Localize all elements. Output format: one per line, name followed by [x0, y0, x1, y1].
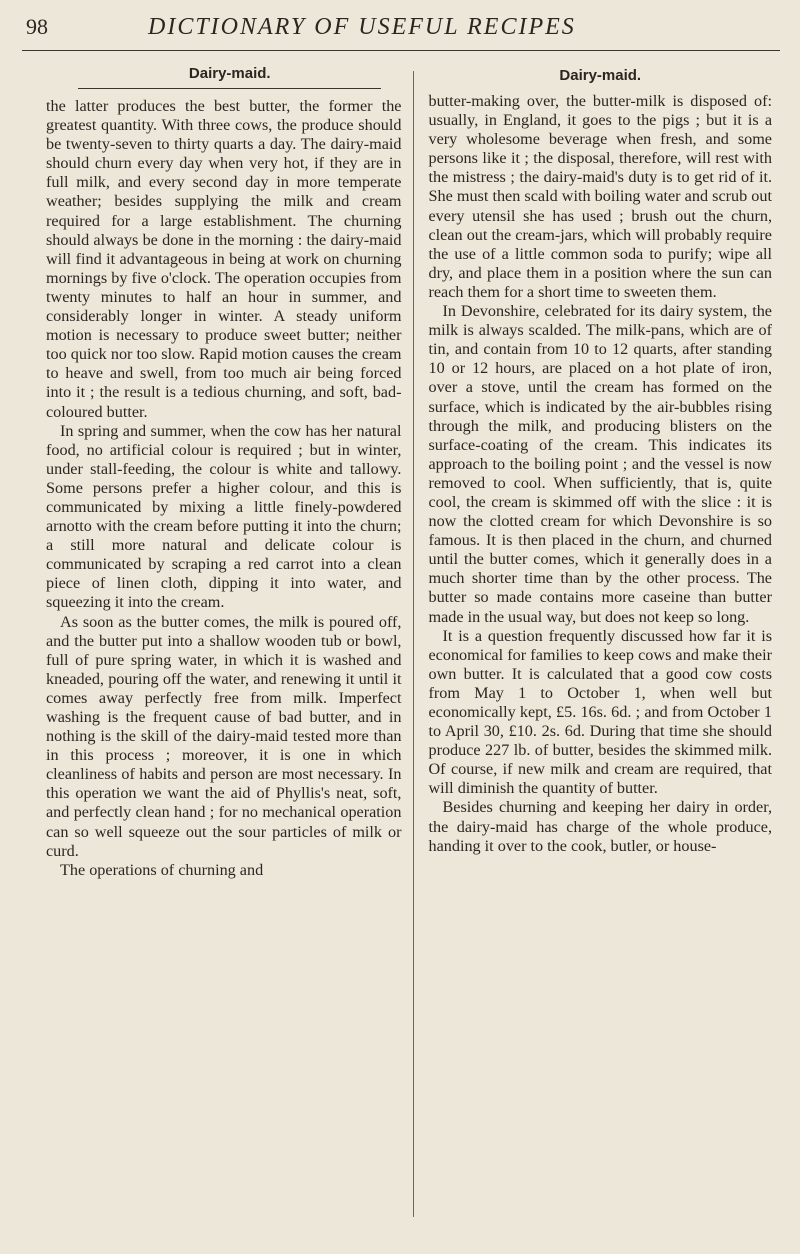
text-columns — [22, 65, 780, 1217]
running-title: DICTIONARY OF USEFUL RECIPES — [148, 14, 576, 40]
paragraph: Besides churning and keeping her dairy in order, the dairy-maid has charge of the whole produce, handing it over to the cook, butler, or house- — [428, 798, 772, 855]
page-number: 98 — [26, 14, 48, 39]
paragraph: In Devonshire, celebrated for its dairy system, the milk is always scalded. The milk-pans, which are of tin, and contain from 10 to 12 quarts, after standing 10 or 12 hours, are placed on a hot plate of iron, over a stove, until the cream has formed on the surface, which is indicated by the air-bubbles rising through the milk, and producing blisters on the surface-coating of the cream. This indicates its approach to the boiling point ; and the vessel is now removed to cool. When sufficiently, that is, quite cool, the cream is skimmed off with the slice : it is now the clotted cream for which Devonshire is so famous. It is then placed in the churn, and churned until the butter comes, which it generally does in a much shorter time than by the other process. The butter so made contains more caseine than butter made in the usual way, but does not keep so long. — [428, 302, 772, 626]
page-header — [22, 14, 780, 51]
paragraph: butter-making over, the butter-milk is disposed of: usually, in England, it goes to the pigs ; but it is a very wholesome beverage when fresh, and some persons like it ; the disposal, therefore, will rest with the mistress ; the dairy-maid's duty is to get rid of it. She must then scald with boiling water and scrub out every utensil she has used ; brush out the churn, clean out the cream-jars, which will probably require the use of a little common soda to purify; wipe all dry, and place them in a position where the sun can reach them for a short time to sweeten them. — [428, 92, 772, 301]
paragraph: As soon as the butter comes, the milk is poured off, and the butter put into a shallow wooden tub or bowl, full of pure spring water, in which it is washed and kneaded, pouring off the water, and renewing it until it comes away perfectly free from milk. Imperfect washing is the frequent cause of bad butter, and in nothing is the skill of the dairy-maid tested more than in this process ; moreover, it is one in which cleanliness of habits and person are most necessary. In this operation we want the aid of Phyllis's neat, soft, and perfectly clean hand ; for no mechanical operation can so well squeeze out the sour particles of milk or curd. — [46, 612, 402, 860]
paragraph: It is a question frequently discussed how far it is economical for families to keep cows and make their own butter. It is calculated that a good cow costs from May 1 to October 1, when well but economically kept, £5. 16s. 6d. ; and from October 1 to April 30, £10. 2s. 6d. During that time she should produce 227 lb. of butter, besides the skimmed milk. Of course, if new milk and cream are required, that will diminish the quantity of butter. — [428, 626, 772, 798]
column-heading: Dairy-maid. — [559, 67, 642, 84]
paragraph: the latter produces the best butter, the former the greatest quantity. With three cows, the produce should be twenty-seven to thirty quarts a day. The dairy-maid should churn every day when very hot, if they are in full milk, and every second day in more temperate weather; besides supplying the milk and cream required for a large establishment. The churning should always be done in the morning : the dairy-maid will find it advantageous in being at work on churning mornings by five o'clock. The operation occupies from twenty minutes to half an hour in summer, and considerably longer in winter. A steady uniform motion is necessary to produce sweet butter; neither too quick nor too slow. Rapid motion causes the cream to heave and swell, from too much air being forced into it ; the result is a tedious churning, and soft, bad-coloured butter. — [46, 97, 402, 421]
paragraph: In spring and summer, when the cow has her natural food, no artificial colour is required ; but in winter, under stall-feeding, the colour is white and tallowy. Some persons prefer a higher colour, and this is communicated by mixing a little finely-powdered arnotto with the cream before putting it into the churn; a still more natural and delicate colour is communicated by scraping a red carrot into a clean piece of linen cloth, dipping it into water, and squeezing it into the cream. — [46, 421, 402, 612]
left-column — [22, 65, 413, 1217]
right-column — [414, 65, 780, 1217]
paragraph: The operations of churning and — [60, 860, 264, 879]
column-heading: Dairy-maid. — [78, 65, 381, 89]
